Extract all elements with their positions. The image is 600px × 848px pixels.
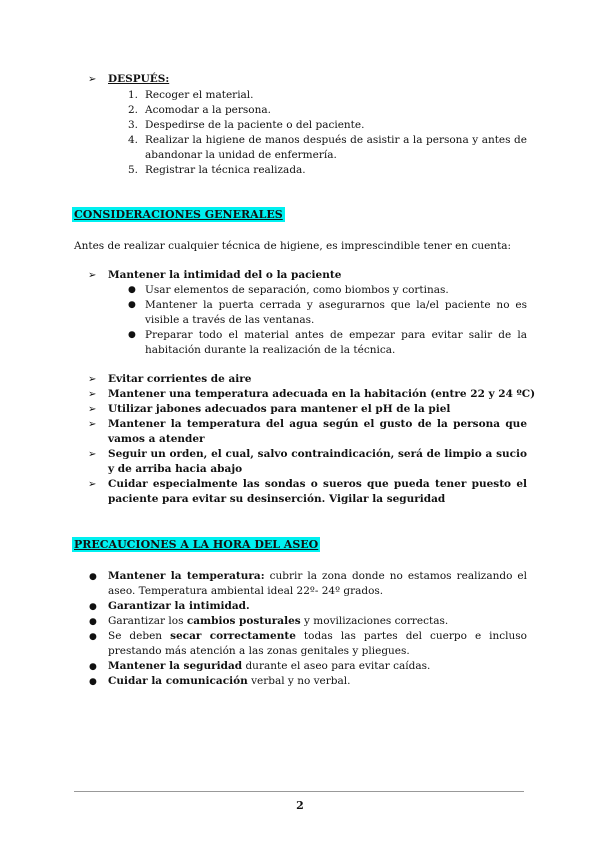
despues-title: DESPUÉS: bbox=[108, 73, 170, 85]
arrow-bullet-icon: ➢ bbox=[88, 389, 97, 400]
list-item: Registrar la técnica realizada. bbox=[145, 164, 306, 176]
intro-text: Antes de realizar cualquier técnica de higiene, es imprescindible tener en cuenta: bbox=[74, 240, 512, 252]
arrow-bullet-icon: ➢ bbox=[88, 479, 97, 490]
list-item: Acomodar a la persona. bbox=[145, 104, 271, 116]
consideracion-point: Mantener la temperatura del agua según el gusto de la persona que vamos a atender bbox=[108, 418, 527, 445]
arrow-bullet-icon: ➢ bbox=[88, 374, 97, 385]
bullet-icon: ● bbox=[128, 330, 136, 340]
section-heading-precauciones: PRECAUCIONES A LA HORA DEL ASEO bbox=[74, 538, 319, 551]
list-number: 5. bbox=[128, 164, 139, 176]
arrow-bullet-icon: ➢ bbox=[88, 449, 97, 460]
precaucion-item: Cuidar la comunicación verbal y no verbal. bbox=[108, 675, 351, 687]
list-number: 3. bbox=[128, 119, 139, 131]
list-item: Despedirse de la paciente o del paciente. bbox=[145, 119, 365, 131]
bullet-icon: ● bbox=[89, 662, 97, 672]
consideracion-point: Seguir un orden, el cual, salvo contraindicación, será de limpio a sucio y de arriba hacia abajo bbox=[108, 448, 527, 475]
precaucion-item: Mantener la seguridad durante el aseo para evitar caídas. bbox=[108, 660, 431, 672]
intimidad-title: Mantener la intimidad del o la paciente bbox=[108, 269, 342, 281]
list-item: Usar elementos de separación, como biombos y cortinas. bbox=[145, 284, 449, 296]
list-number: 1. bbox=[128, 89, 139, 101]
list-item: Realizar la higiene de manos después de asistir a la persona y antes de abandonar la unidad de enfermería. bbox=[145, 134, 527, 161]
list-item: Recoger el material. bbox=[145, 89, 254, 101]
list-number: 4. bbox=[128, 134, 139, 146]
list-item: Mantener la puerta cerrada y asegurarnos que la/el paciente no es visible a través de las ventanas. bbox=[145, 299, 527, 326]
arrow-bullet-icon: ➢ bbox=[88, 419, 97, 430]
section-heading-consideraciones: CONSIDERACIONES GENERALES bbox=[74, 208, 283, 221]
precaucion-item: Garantizar los cambios posturales y movilizaciones correctas. bbox=[108, 615, 449, 627]
arrow-bullet-icon: ➢ bbox=[88, 270, 97, 281]
list-number: 2. bbox=[128, 104, 139, 116]
page-number: 2 bbox=[296, 799, 304, 812]
bullet-icon: ● bbox=[89, 572, 97, 582]
footer-divider bbox=[74, 791, 524, 792]
bullet-icon: ● bbox=[89, 632, 97, 642]
precaucion-item: Se deben secar correctamente todas las partes del cuerpo e incluso prestando más atención a las zonas genitales y pliegues. bbox=[108, 630, 527, 657]
bullet-icon: ● bbox=[128, 285, 136, 295]
precaucion-item: Garantizar la intimidad. bbox=[108, 600, 250, 612]
bullet-icon: ● bbox=[89, 617, 97, 627]
list-item: Preparar todo el material antes de empezar para evitar salir de la habitación durante la realización de la técnica. bbox=[145, 329, 527, 356]
consideracion-point: Evitar corrientes de aire bbox=[108, 373, 252, 385]
arrow-bullet-icon: ➢ bbox=[88, 74, 97, 85]
bullet-icon: ● bbox=[89, 602, 97, 612]
bullet-icon: ● bbox=[128, 300, 136, 310]
arrow-bullet-icon: ➢ bbox=[88, 404, 97, 415]
consideracion-point: Cuidar especialmente las sondas o sueros que pueda tener puesto el paciente para evitar su desinserción. Vigilar la seguridad bbox=[108, 478, 527, 505]
consideracion-point: Mantener una temperatura adecuada en la habitación (entre 22 y 24 ºC) bbox=[108, 388, 536, 400]
consideracion-point: Utilizar jabones adecuados para mantener el pH de la piel bbox=[108, 403, 451, 415]
precaucion-item: Mantener la temperatura: cubrir la zona donde no estamos realizando el aseo. Temperatura ambiental ideal 22º- 24º grados. bbox=[108, 570, 527, 597]
bullet-icon: ● bbox=[89, 677, 97, 687]
